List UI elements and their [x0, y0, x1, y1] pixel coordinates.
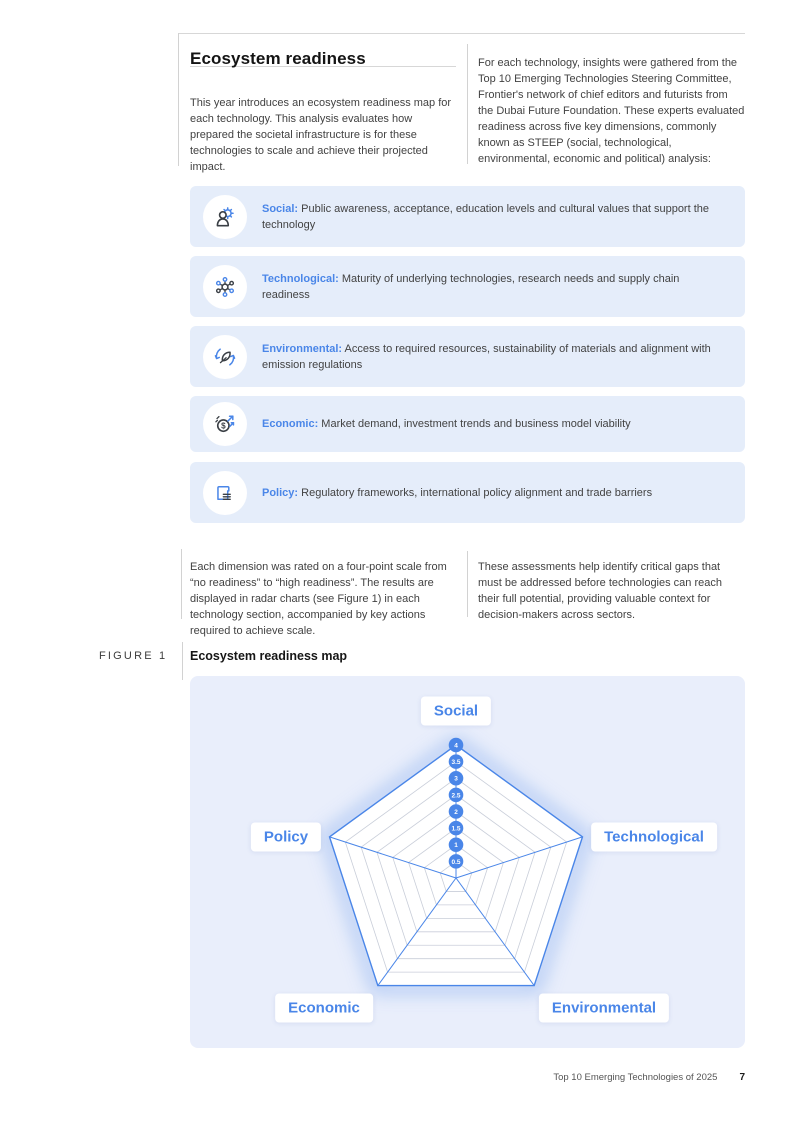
- technological-icon-circle: [203, 265, 247, 309]
- radar-tick-value: 1: [454, 842, 458, 850]
- policy-document-icon: [212, 480, 238, 506]
- dollar-growth-icon: [212, 411, 238, 437]
- dimension-text: [262, 271, 727, 303]
- person-gear-icon: [212, 204, 238, 230]
- dimension-label: Economic:: [262, 418, 319, 430]
- dimension-description: Maturity of underlying technologies, research needs and supply chain readiness: [262, 272, 680, 301]
- radar-axis-label-economic: Economic: [275, 994, 373, 1023]
- social-icon-circle: [203, 195, 247, 239]
- intro-column-divider: [467, 44, 468, 164]
- dimension-description: Public awareness, acceptance, education levels and cultural values that support the technology: [262, 202, 709, 231]
- radar-tick-value: 3.5: [451, 759, 461, 767]
- radar-tick-value: 3: [454, 775, 458, 783]
- radar-tick-value: 2.5: [451, 792, 461, 800]
- figure-title: Ecosystem readiness map: [190, 649, 348, 663]
- dimension-text: [262, 485, 652, 501]
- dimension-box-policy: [190, 462, 745, 523]
- footer-doc-title: Top 10 Emerging Technologies of 2025: [553, 1072, 718, 1083]
- closing-paragraph-left: Each dimension was rated on a four-point scale from “no readiness” to “high readiness”. The results are displayed in radar charts (see Figure 1) in each technology section, accompanied by key actions required to achieve scale.: [190, 561, 447, 637]
- closing-left-rule: [181, 549, 182, 619]
- top-rule: [178, 33, 745, 34]
- title-left-rule: [178, 33, 179, 166]
- dimension-box-environmental: [190, 326, 745, 387]
- radar-axis-label-environmental: Environmental: [539, 994, 669, 1023]
- page-footer: [553, 1072, 745, 1083]
- dimension-label: Environmental:: [262, 342, 343, 355]
- dimension-text: [262, 416, 631, 432]
- dimension-box-economic: [190, 396, 745, 452]
- radar-axis-label-social: Social: [421, 697, 491, 726]
- dimension-description: Access to required resources, sustainability of materials and alignment with emission regulations: [262, 342, 711, 371]
- closing-column-divider: [467, 551, 468, 617]
- dimension-box-social: [190, 186, 745, 247]
- radar-tick-value: 2: [454, 808, 458, 816]
- dimension-box-technological: [190, 256, 745, 317]
- economic-icon-circle: [203, 402, 247, 446]
- radar-tick-value: 0.5: [451, 858, 461, 866]
- dimension-description: Regulatory frameworks, international policy alignment and trade barriers: [301, 486, 653, 499]
- intro-paragraph-left: This year introduces an ecosystem readiness map for each technology. This analysis evaluates how prepared the societal infrastructure is for these technologies to scale and achieve their projected impact.: [190, 97, 452, 173]
- dimension-label: Technological:: [262, 272, 339, 285]
- radar-axis-label-policy: Policy: [251, 823, 321, 852]
- leaf-cycle-icon: [212, 344, 238, 370]
- network-nodes-icon: [212, 274, 238, 300]
- radar-chart: [190, 676, 745, 1048]
- radar-tick-value: 1.5: [451, 825, 461, 833]
- page-number: 7: [739, 1072, 745, 1083]
- radar-axis-label-technological: Technological: [591, 823, 717, 852]
- radar-tick-value: 4: [454, 742, 458, 750]
- figure-label: FIGURE 1: [99, 650, 168, 662]
- page-title: Ecosystem readiness: [190, 49, 366, 69]
- dimension-text: [262, 201, 727, 233]
- closing-paragraph-right: These assessments help identify critical gaps that must be addressed before technologies can reach their full potential, providing valuable context for decision-makers across sectors.: [478, 561, 722, 621]
- dimension-text: [262, 341, 727, 373]
- environmental-icon-circle: [203, 335, 247, 379]
- intro-paragraph-right: For each technology, insights were gathered from the Top 10 Emerging Technologies Steering Committee, Frontier's network of chief editors and futurists from the Dubai Future Foundation. These experts evaluated readiness across five key dimensions, commonly known as STEEP (social, technological, environmental, economic and political) analysis:: [478, 57, 745, 165]
- radar-chart-panel: [190, 676, 745, 1048]
- dimension-label: Social:: [262, 202, 299, 215]
- svg-text:$: $: [221, 421, 226, 431]
- dimension-description: Market demand, investment trends and business model viability: [321, 418, 631, 430]
- figure-label-divider: [182, 642, 183, 680]
- policy-icon-circle: [203, 471, 247, 515]
- dimension-label: Policy:: [262, 486, 299, 499]
